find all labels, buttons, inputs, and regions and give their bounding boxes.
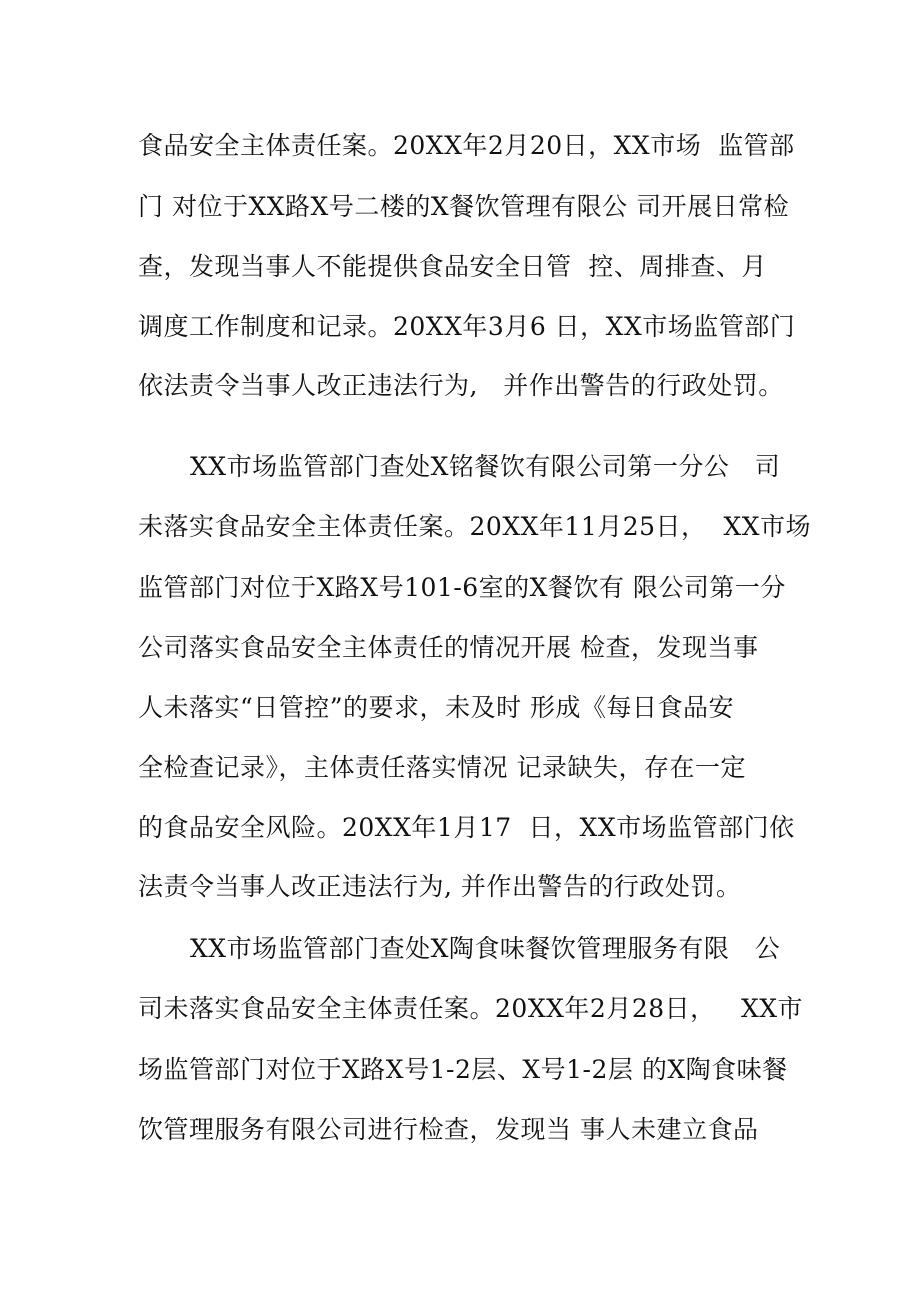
text-line: 调度工作制度和记录。20XX年3月6 日，XX市场监管部门 <box>138 312 796 341</box>
text-line: 的食品安全风险。20XX年1月17 日，XX市场监管部门依 <box>138 813 795 842</box>
text-line: 依法责令当事人改正违法行为, 并作出警告的行政处罚。 <box>138 371 784 400</box>
text-line: 查，发现当事人不能提供食品安全日管 控、周排查、月 <box>138 252 767 281</box>
text-line: 食品安全主体责任案。20XX年2月20日，XX市场 监管部 <box>138 131 795 160</box>
paragraph-first-line: XX市场监管部门查处X铭餐饮有限公司第一分公 司 <box>190 452 781 481</box>
text-line: 司未落实食品安全主体责任案。20XX年2月28日， XX市 <box>138 994 804 1023</box>
text-line: 门 对位于XX路X号二楼的X餐饮管理有限公 司开展日常检 <box>138 192 790 221</box>
text-line: 饮管理服务有限公司进行检查，发现当 事人未建立食品 <box>138 1115 759 1144</box>
text-line: 公司落实食品安全主体责任的情况开展 检查，发现当事 <box>138 633 759 662</box>
text-line: 法责令当事人改正违法行为, 并作出警告的行政处罚。 <box>138 872 742 901</box>
text-line: 全检查记录》，主体责任落实情况 记录缺失，存在一定 <box>138 753 746 782</box>
text-line: 未落实食品安全主体责任案。20XX年11月25日， XX市场 <box>138 512 812 541</box>
paragraph-first-line: XX市场监管部门查处X陶食味餐饮管理服务有限 公 <box>190 934 781 963</box>
text-line: 人未落实“日管控”的要求，未及时 形成《每日食品安 <box>138 693 735 722</box>
text-line: 场监管部门对位于X路X号1-2层、X号1-2层 的X陶食味餐 <box>138 1055 788 1084</box>
text-line: 监管部门对位于X路X号101-6室的X餐饮有 限公司第一分 <box>138 573 786 602</box>
